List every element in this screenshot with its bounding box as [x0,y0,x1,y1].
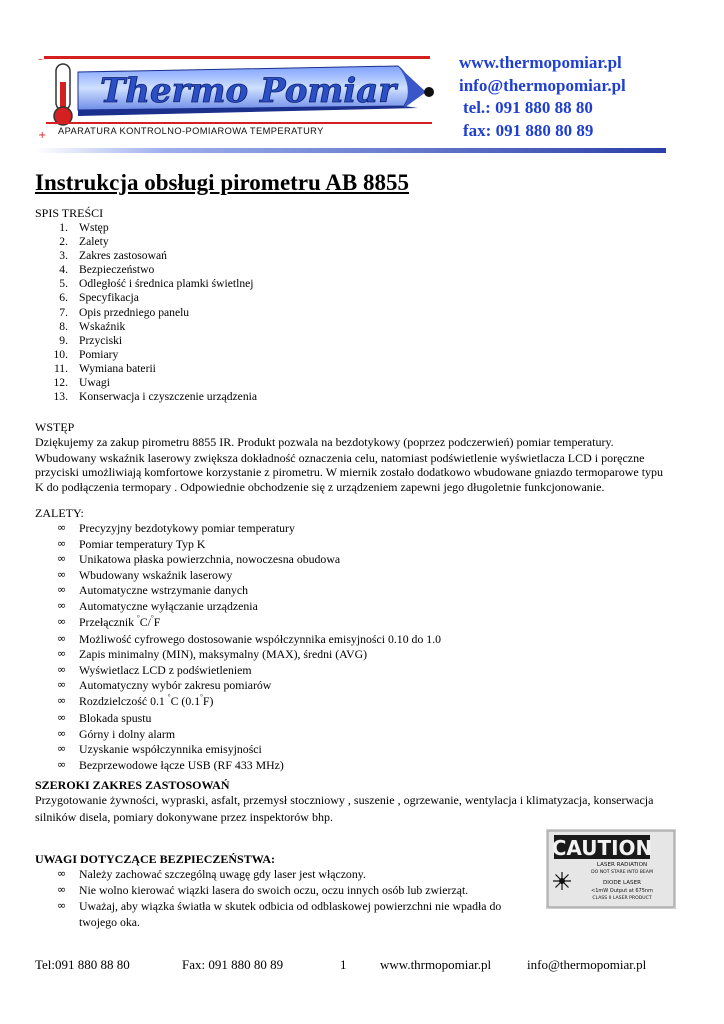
caution-line: DO NOT STARE INTO BEAM [591,870,653,875]
svg-text:+: + [38,130,47,141]
page-number: 1 [340,957,347,972]
footer-website[interactable]: www.thrmopomiar.pl [380,957,492,972]
caution-line: CLASS II LASER PRODUCT [592,896,652,901]
email-link[interactable]: info@thermopomiar.pl [459,75,626,95]
logo-brand-text: Thermo Pomiar [100,71,397,111]
document-title: Instrukcja obsługi pirometru AB 8855 [35,170,410,195]
caution-line: DIODE LASER [602,880,642,886]
fax-number: fax: 091 880 80 89 [463,120,594,140]
advantages-heading: ZALETY: [35,506,84,520]
caution-line: LASER RADIATION [596,862,648,868]
applications-heading: SZEROKI ZAKRES ZASTOSOWAŃ [35,778,230,792]
intro-heading: WSTĘP [35,420,75,434]
website-link[interactable]: www.thermopomiar.pl [459,53,622,72]
applications-line: silników disela, pomiary dokonywane przez inspektorów bhp. [35,810,333,824]
intro-line: K do podłączenia termopary . Odpowiednie obchodzenie się z urządzeniem zapewni jego długoletnie funkcjonowanie. [35,480,605,494]
applications-line: Przygotowanie żywności, wypraski, asfalt, przemysł stoczniowy , suszenie , ogrzewanie, wentylacja i klimatyzacja, konserwacja [35,793,654,807]
logo-tagline: APARATURA KONTROLNO-POMIAROWA TEMPERATURY [58,126,324,136]
laser-warning-icon [553,872,571,890]
header-divider [36,148,666,154]
contact-block [459,52,626,142]
intro-line: przyciski umożliwiają komfortowe korzystanie z pirometru. W miernik zostało dodatkowo wbudowane gniazdo termoparowe typu [35,465,664,479]
svg-text:–: – [38,54,43,65]
laser-caution-label [546,829,676,909]
footer-phone: Tel:091 880 88 80 [35,957,130,972]
intro-line: Dziękujemy za zakup pirometru 8855 IR. Produkt pozwala na bezdotykowy (poprzez podczerwień) pomiar temperatury. [35,435,614,449]
caution-line: <1mW Output at 675nm [591,888,653,894]
caution-title: CAUTION [551,836,653,860]
phone-number: tel.: 091 880 88 80 [463,98,593,117]
footer-email[interactable]: info@thermopomiar.pl [527,957,647,972]
toc-heading: SPIS TREŚCI [35,206,104,220]
thermo-pomiar-logo [38,52,434,142]
safety-heading: UWAGI DOTYCZĄCE BEZPIECZEŃSTWA: [35,852,276,866]
intro-line: Wbudowany wskaźnik laserowy zwiększa dokładność oznaczenia celu, natomiast podświetlenie wyświetlacza LCD i poręczne [35,451,645,465]
footer-fax: Fax: 091 880 80 89 [182,957,284,972]
